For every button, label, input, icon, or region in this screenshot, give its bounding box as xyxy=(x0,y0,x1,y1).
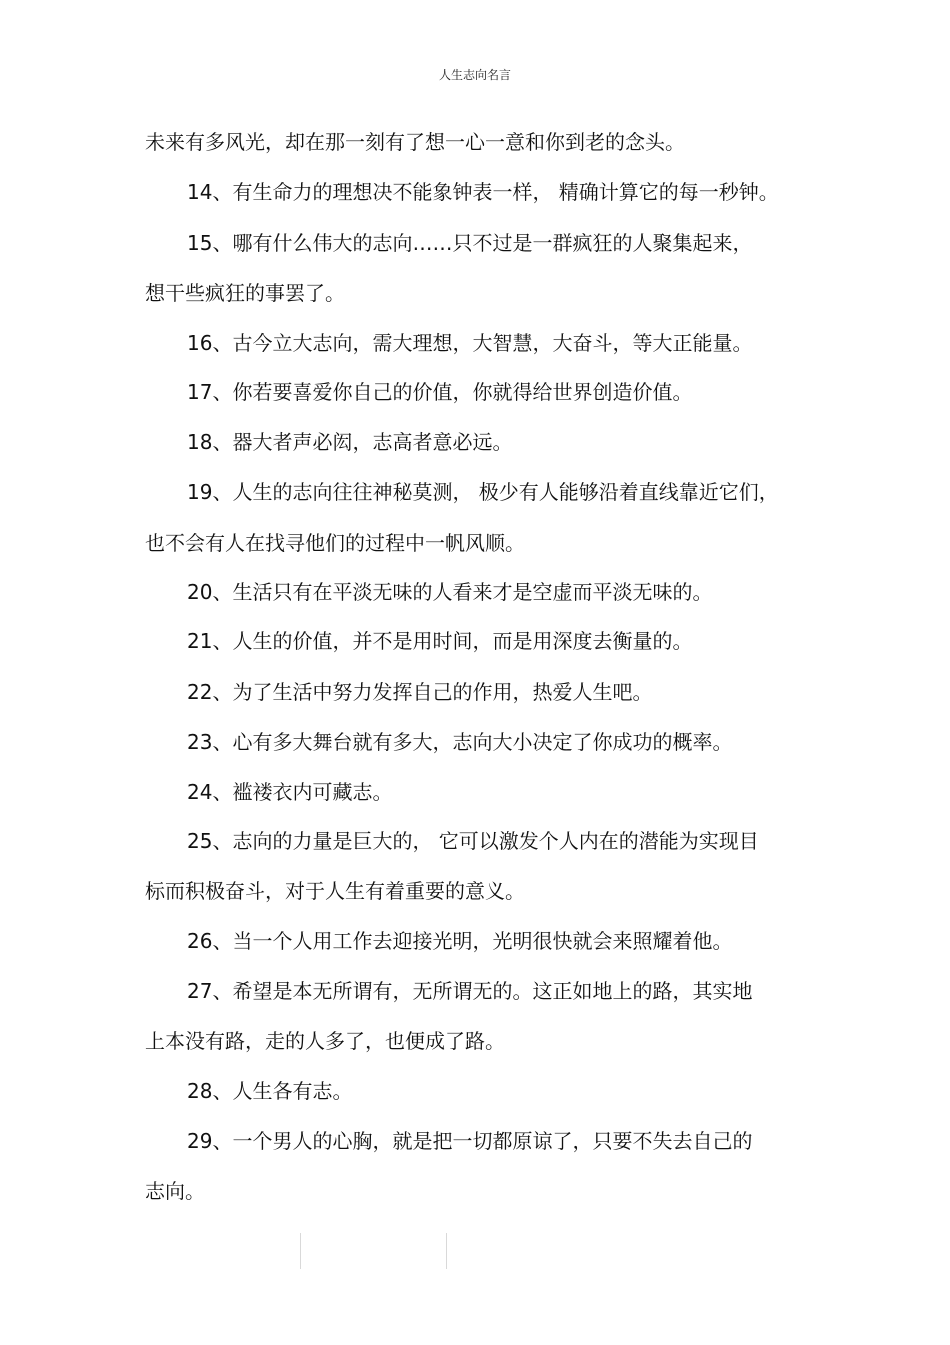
text-line: 也不会有人在找寻他们的过程中一帆风顺。 xyxy=(145,531,525,555)
text-line: 17、你若要喜爱你自己的价值，你就得给世界创造价值。 xyxy=(187,380,693,404)
text-line: 29、一个男人的心胸，就是把一切都原谅了，只要不失去自己的 xyxy=(187,1129,753,1153)
text-line: 25、志向的力量是巨大的， 它可以激发个人内在的潜能为实现目 xyxy=(187,829,759,853)
text-line: 15、哪有什么伟大的志向……只不过是一群疯狂的人聚集起来， xyxy=(187,231,753,255)
footer-divider-left xyxy=(300,1233,301,1269)
text-line: 28、人生各有志。 xyxy=(187,1079,353,1103)
page-header-title: 人生志向名言 xyxy=(438,68,511,82)
text-line: 志向。 xyxy=(145,1179,205,1203)
text-line: 想干些疯狂的事罢了。 xyxy=(145,281,345,305)
text-line: 标而积极奋斗，对于人生有着重要的意义。 xyxy=(145,879,525,903)
text-line: 未来有多风光，却在那一刻有了想一心一意和你到老的念头。 xyxy=(145,130,685,154)
text-line: 16、古今立大志向，需大理想，大智慧，大奋斗，等大正能量。 xyxy=(187,331,753,355)
text-line: 22、为了生活中努力发挥自己的作用，热爱人生吧。 xyxy=(187,680,653,704)
footer-divider-right xyxy=(446,1233,447,1269)
text-line: 20、生活只有在平淡无味的人看来才是空虚而平淡无味的。 xyxy=(187,580,713,604)
text-line: 27、希望是本无所谓有，无所谓无的。这正如地上的路，其实地 xyxy=(187,979,753,1003)
text-line: 26、当一个人用工作去迎接光明，光明很快就会来照耀着他。 xyxy=(187,929,733,953)
text-line: 上本没有路，走的人多了，也便成了路。 xyxy=(145,1029,505,1053)
text-line: 21、人生的价值，并不是用时间，而是用深度去衡量的。 xyxy=(187,629,693,653)
text-line: 18、器大者声必闳，志高者意必远。 xyxy=(187,430,513,454)
text-line: 23、心有多大舞台就有多大，志向大小决定了你成功的概率。 xyxy=(187,730,733,754)
text-line: 19、人生的志向往往神秘莫测， 极少有人能够沿着直线靠近它们， xyxy=(187,480,779,504)
text-line: 14、有生命力的理想决不能象钟表一样， 精确计算它的每一秒钟。 xyxy=(187,180,779,204)
text-line: 24、褴褛衣内可藏志。 xyxy=(187,780,393,804)
